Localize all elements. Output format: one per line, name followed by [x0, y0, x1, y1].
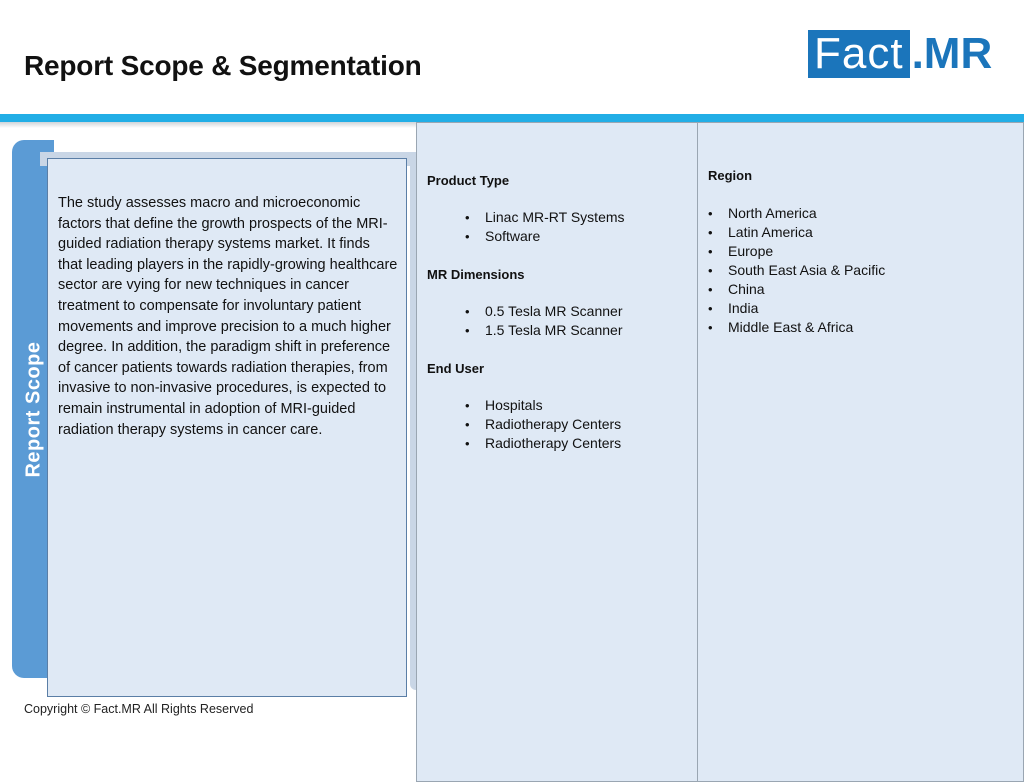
list-item: • Radiotherapy Centers — [465, 434, 621, 453]
list-item: • Radiotherapy Centers — [465, 415, 621, 434]
list-item: • 1.5 Tesla MR Scanner — [465, 321, 622, 340]
list-item: • China — [708, 280, 885, 299]
end-user-heading: End User — [427, 361, 485, 376]
list-item: • 0.5 Tesla MR Scanner — [465, 302, 622, 321]
header-accent-bar — [0, 114, 1024, 122]
product-type-heading: Product Type — [427, 173, 510, 188]
mr-dimensions-heading: MR Dimensions — [427, 267, 525, 282]
header — [0, 0, 1024, 116]
header-shadow — [0, 122, 418, 128]
list-item: • North America — [708, 204, 885, 223]
list-item: • Latin America — [708, 223, 885, 242]
report-scope-tab-label: Report Scope — [22, 340, 45, 478]
list-item: • India — [708, 299, 885, 318]
factmr-logo[interactable] — [808, 30, 992, 78]
list-item: • Software — [465, 227, 625, 246]
copyright-text: Copyright © Fact.MR All Rights Reserved — [24, 702, 254, 716]
region-list — [708, 204, 885, 337]
end-user-list — [465, 396, 621, 453]
summary-text: The study assesses macro and microeconomic factors that define the growth prospects of the MRI-guided radiation therapy systems market. It finds that leading players in the rapidly-growing healthcare sector are vying for new techniques in cancer treatment to compensate for involuntary patient movements and improve precision to a much higher degree. In addition, the paradigm shift in preference of cancer patients towards radiation therapies, from invasive to non-invasive procedures, is expected to remain instrumental in adoption of MRI-guided radiation therapy systems in cancer care. — [58, 195, 398, 438]
segments-column-2 — [697, 122, 1024, 782]
logo-mr-text: .MR — [911, 29, 993, 78]
product-type-list — [465, 208, 625, 246]
page-title: Report Scope & Segmentation — [24, 50, 422, 81]
mr-dimensions-list — [465, 302, 622, 340]
list-item: • South East Asia & Pacific — [708, 261, 885, 280]
region-heading: Region — [708, 168, 753, 183]
list-item: • Hospitals — [465, 396, 621, 415]
list-item: • Linac MR-RT Systems — [465, 208, 625, 227]
list-item: • Europe — [708, 242, 885, 261]
logo-fact-text: Fact — [808, 30, 910, 78]
segments-column-1 — [416, 122, 698, 782]
list-item: • Middle East & Africa — [708, 318, 885, 337]
